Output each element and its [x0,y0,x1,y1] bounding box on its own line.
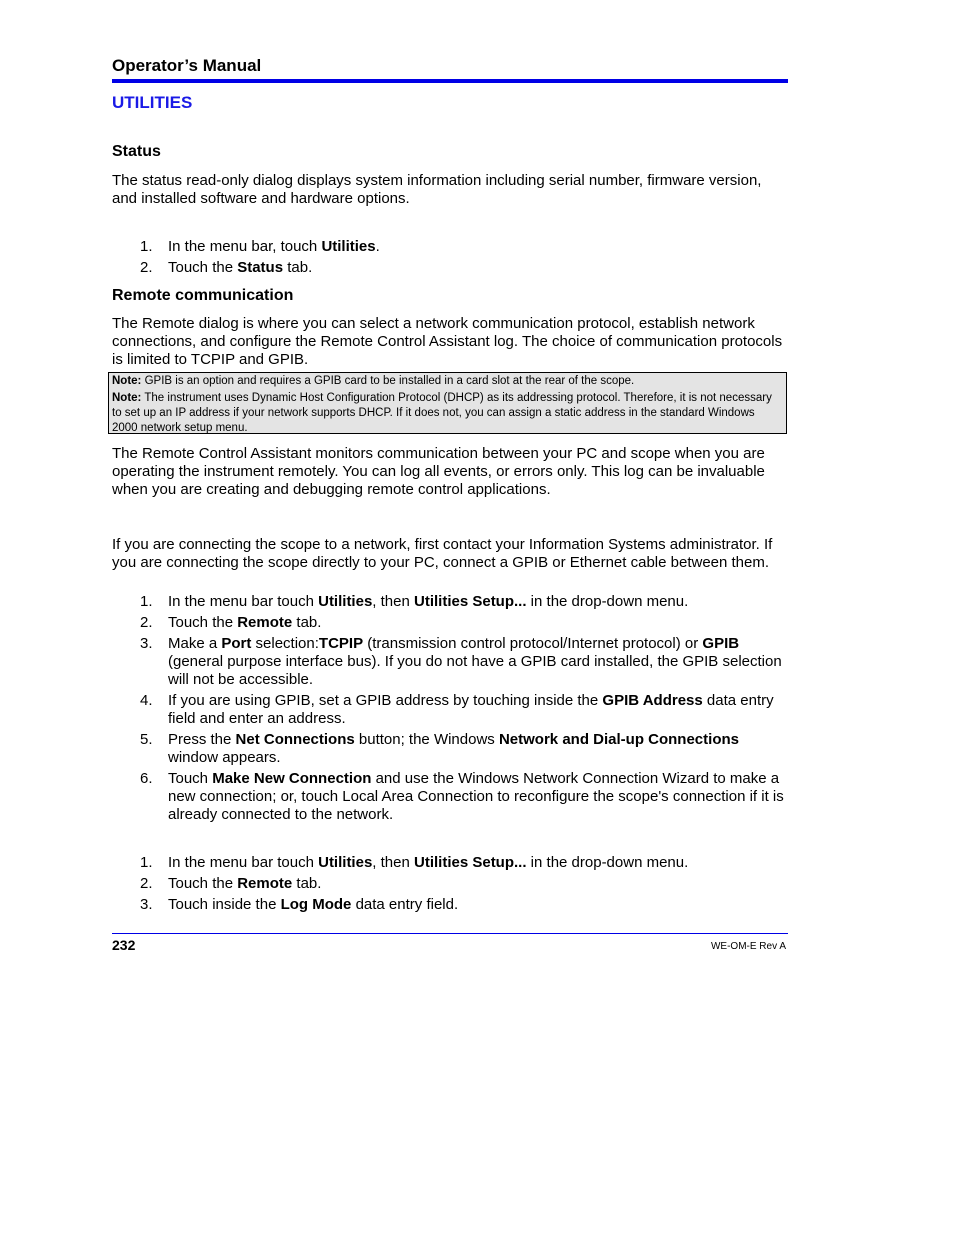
connect-paragraph: If you are connecting the scope to a network, first contact your Information Systems administrator. If you are connecting the scope directly to your PC, connect a GPIB or Ethernet cable between them. [112,536,773,571]
list-item: 1. In the menu bar touch Utilities, then Utilities Setup... in the drop-down menu. [140,593,689,610]
page-number: 232 [112,937,136,953]
document-id: WE-OM-E Rev A [710,941,786,952]
list-item: 1. In the menu bar touch Utilities, then Utilities Setup... in the drop-down menu. [140,854,689,871]
list-item: 5. Press the Net Connections button; the Windows Network and Dial-up Connections window appears. [140,731,739,766]
status-heading: Status [112,143,161,160]
list-item: 2. Touch the Remote tab. [140,614,322,631]
list-item: 2. Touch the Remote tab. [140,875,322,892]
footer-rule [112,933,788,934]
list-item: 4. If you are using GPIB, set a GPIB address by touching inside the GPIB Address data entry field and enter an address. [140,692,774,727]
list-item: 6. Touch Make New Connection and use the Windows Network Connection Wizard to make a new connection; or, touch Local Area Connection to reconfigure the scope's connection if it is already connected to the network. [140,770,784,823]
log-steps [112,854,788,914]
note-box [108,372,787,434]
running-header-title: Operator’s Manual [112,56,262,75]
log-paragraph: The Remote Control Assistant monitors communication between your PC and scope when you are operating the instrument remotely. You can log all events, or errors only. This log can be invaluable when you are creating and debugging remote control applications. [112,445,765,498]
header-rule [112,79,788,83]
list-item: 3. Make a Port selection:TCPIP (transmission control protocol/Internet protocol) or GPIB (general purpose interface bus). If you do not have a GPIB card installed, the GPIB selection will not be accessible. [140,635,782,688]
status-intro: The status read-only dialog displays system information including serial number, firmware version, and installed software and hardware options. [112,172,762,207]
list-item: 3. Touch inside the Log Mode data entry field. [140,896,459,913]
note-dhcp: Note: The instrument uses Dynamic Host Configuration Protocol (DHCP) as its addressing protocol. Therefore, it is not necessary to set up an IP address if your network supports DHCP. If it does not, you can assign a static address in the standard Windows 2000 network setup menu. [112,392,772,434]
remote-intro: The Remote dialog is where you can select a network communication protocol, establish network connections, and configure the Remote Control Assistant log. The choice of communication protocols is limited to TCPIP and GPIB. [112,315,783,368]
note-gpib: Note: GPIB is an option and requires a GPIB card to be installed in a card slot at the rear of the scope. [112,375,635,387]
status-steps [112,238,788,277]
connect-steps [112,593,788,824]
chapter-title: UTILITIES [112,93,193,112]
list-item: 1. In the menu bar, touch Utilities. [140,238,380,255]
list-item: 2. Touch the Status tab. [140,259,313,276]
remote-heading: Remote communication [112,287,294,304]
